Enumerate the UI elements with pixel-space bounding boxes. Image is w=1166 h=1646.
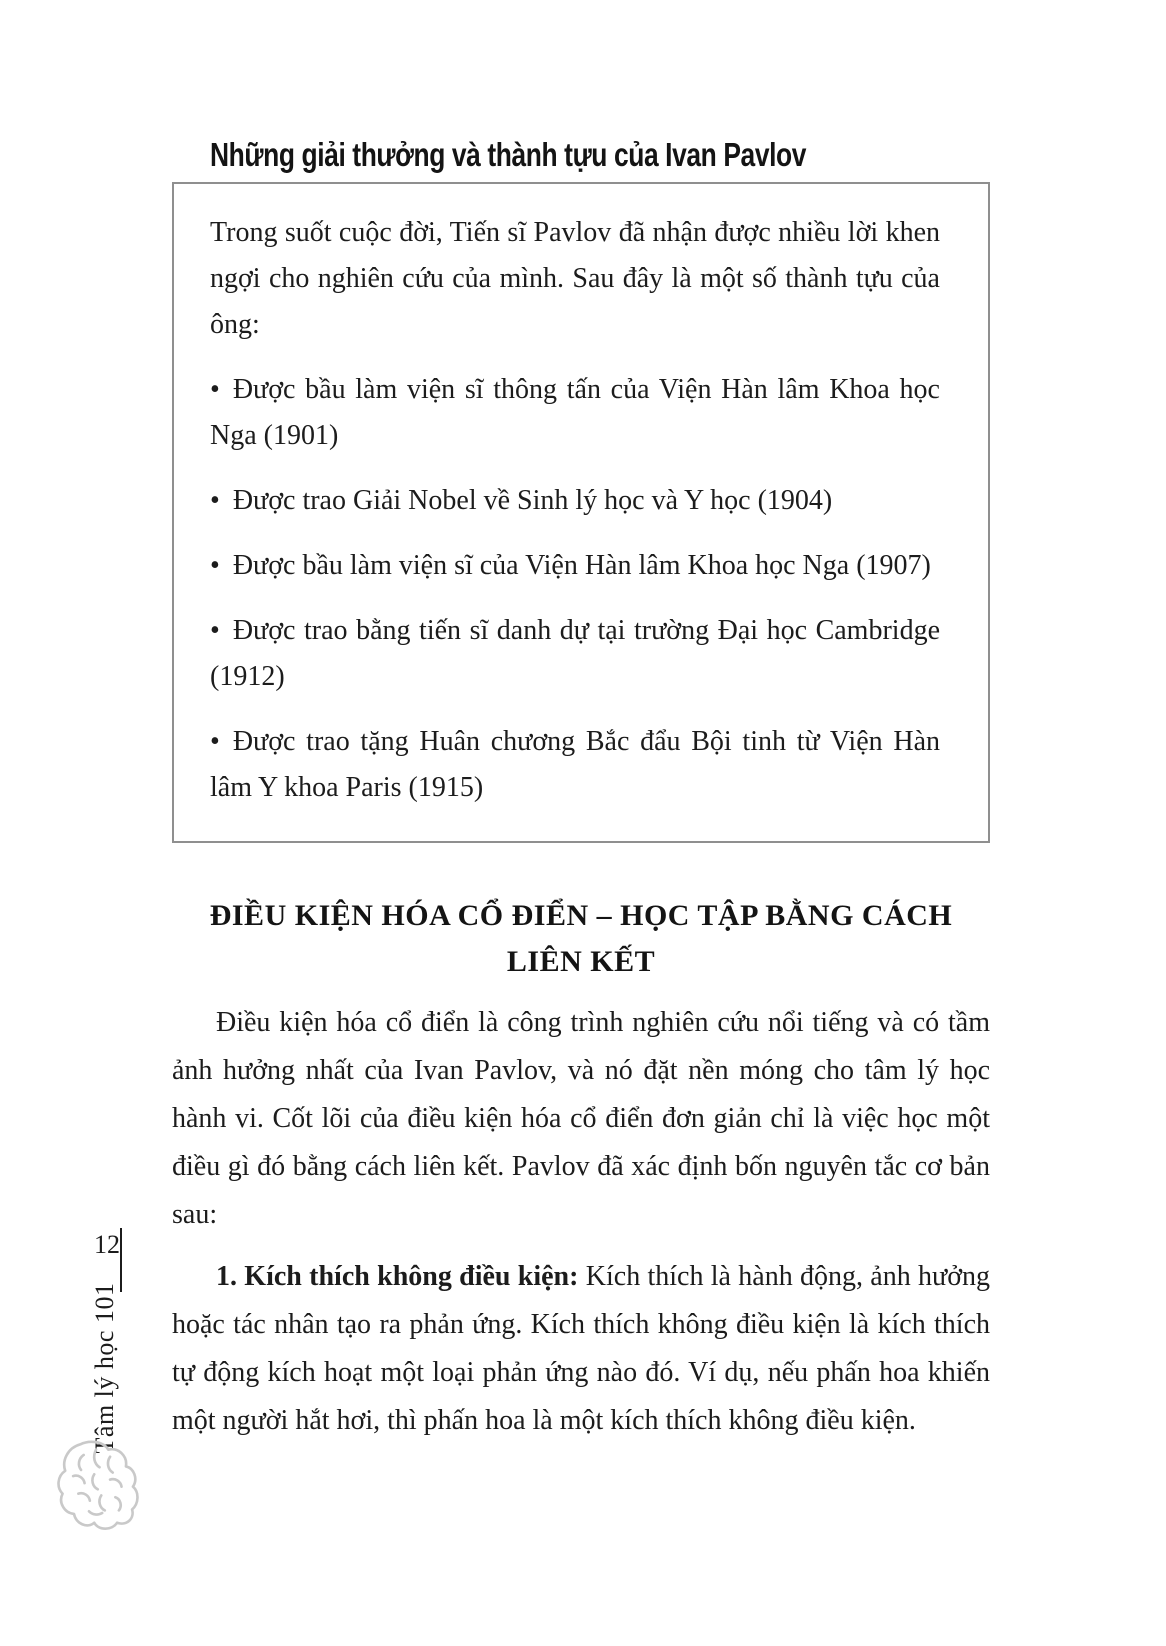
awards-intro: Trong suốt cuộc đời, Tiến sĩ Pavlov đã nhận được nhiều lời khen ngợi cho nghiên cứu của mình. Sau đây là một số thành tựu của ông: (210, 217, 940, 340)
bullet-icon: • (210, 550, 220, 581)
award-item (210, 608, 940, 700)
bullet-icon: • (210, 374, 220, 405)
award-item-text: Được bầu làm viện sĩ thông tấn của Viện Hàn lâm Khoa học Nga (1901) (210, 374, 940, 451)
award-item (210, 478, 940, 524)
awards-box (172, 182, 990, 843)
award-item-text: Được trao bằng tiến sĩ danh dự tại trường Đại học Cambridge (1912) (210, 615, 940, 692)
award-item (210, 367, 940, 459)
principle-1-label: 1. Kích thích không điều kiện: (216, 1261, 579, 1292)
brain-icon (52, 1432, 140, 1541)
sidebar-divider-line (120, 1228, 122, 1292)
section-paragraph-2 (172, 1253, 990, 1445)
section-heading: ĐIỀU KIỆN HÓA CỔ ĐIỂN – HỌC TẬP BẰNG CÁCH LIÊN KẾT (209, 899, 953, 978)
award-item-text: Được trao tặng Huân chương Bắc đẩu Bội tinh từ Viện Hàn lâm Y khoa Paris (1915) (210, 726, 940, 803)
award-item (210, 543, 940, 589)
award-item-text: Được trao Giải Nobel về Sinh lý học và Y học (1904) (232, 485, 833, 516)
bullet-icon: • (210, 726, 220, 757)
awards-box-heading: Những giải thưởng và thành tựu của Ivan Pavlov (210, 136, 807, 173)
sidebar-book-title: Tâm lý học 101 (90, 1282, 119, 1454)
award-item-text: Được bầu làm viện sĩ của Viện Hàn lâm Khoa học Nga (1907) (232, 550, 931, 581)
bullet-icon: • (210, 485, 220, 516)
bullet-icon: • (210, 615, 220, 646)
principle-1-text: Kích thích là hành động, ảnh hưởng hoặc tác nhân tạo ra phản ứng. Kích thích không điều kiện là kích thích tự động kích hoạt một loại phản ứng nào đó. Ví dụ, nếu phấn hoa khiến một người hắt hơi, thì phấn hoa là một kích thích không điều kiện. (172, 1261, 990, 1436)
award-item (210, 719, 940, 811)
section-paragraph-1: Điều kiện hóa cổ điển là công trình nghiên cứu nổi tiếng và có tầm ảnh hưởng nhất của Ivan Pavlov, và nó đặt nền móng cho tâm lý học hành vi. Cốt lõi của điều kiện hóa cổ điển đơn giản chỉ là việc học một điều gì đó bằng cách liên kết. Pavlov đã xác định bốn nguyên tắc cơ bản sau: (172, 1007, 990, 1230)
page-content (172, 136, 990, 1445)
page-number: 12 (94, 1230, 120, 1259)
